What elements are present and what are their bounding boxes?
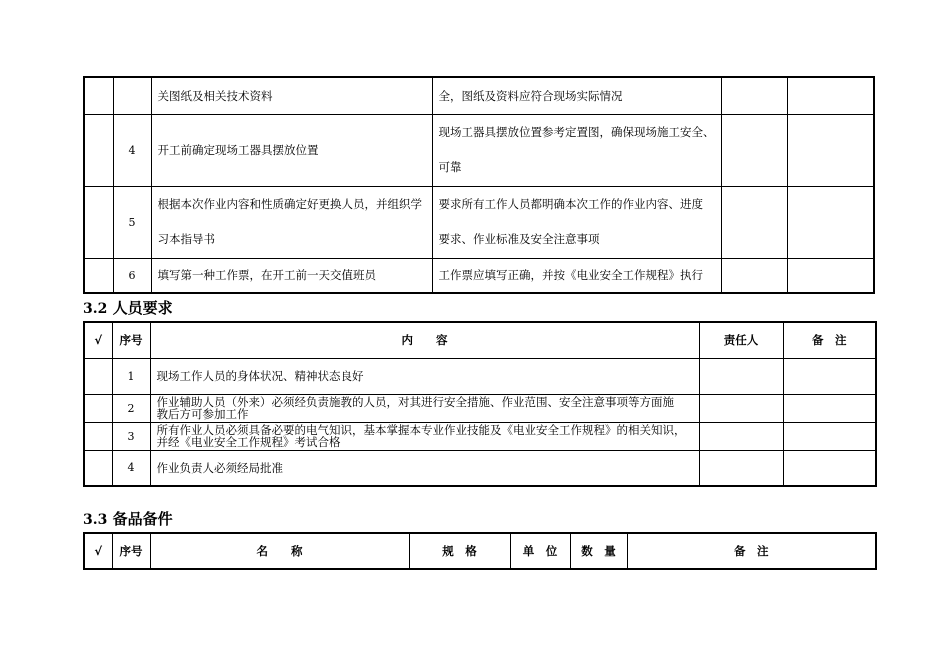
standard-line: 可靠 — [438, 160, 462, 174]
content-cell — [150, 394, 699, 422]
header-row — [84, 322, 876, 358]
section-heading — [83, 297, 173, 318]
table-row — [84, 258, 874, 293]
content-cell: 现场工作人员的身体状况、精神状态良好 — [150, 358, 699, 394]
row-number: 4 — [113, 114, 151, 186]
standard-line: 要求所有工作人员都明确本次工作的作业内容、进度 — [438, 197, 703, 211]
content-line: 并经《电业安全工作规程》考试合格 — [156, 435, 341, 449]
empty-cell — [699, 358, 783, 394]
check-cell — [84, 358, 112, 394]
check-cell — [84, 450, 112, 486]
empty-cell — [721, 258, 787, 293]
check-cell — [84, 114, 113, 186]
standard-cell — [432, 114, 721, 186]
check-cell — [84, 186, 113, 258]
number-header: 序号 — [112, 322, 150, 358]
row-number: 6 — [113, 258, 151, 293]
content-line: 作业辅助人员（外来）必须经负责施教的人员，对其进行安全措施、作业范围、安全注意事项等方面施 — [156, 395, 674, 409]
table-row — [84, 358, 876, 394]
row-number: 1 — [112, 358, 150, 394]
responsible-header: 责任人 — [699, 322, 783, 358]
row-number: 3 — [112, 422, 150, 450]
standard-cell — [432, 186, 721, 258]
content-cell: 作业负责人必须经局批准 — [150, 450, 699, 486]
section-number: 3.3 — [83, 512, 108, 528]
table-row — [84, 422, 876, 450]
check-cell — [84, 394, 112, 422]
row-number: 2 — [112, 394, 150, 422]
check-header: √ — [84, 322, 112, 358]
remark-header: 备 注 — [627, 533, 876, 569]
table-row — [84, 394, 876, 422]
check-cell — [84, 422, 112, 450]
empty-cell — [699, 450, 783, 486]
standard-line: 要求、作业标准及安全注意事项 — [438, 232, 600, 246]
empty-cell — [787, 114, 874, 186]
content-line: 教后方可参加工作 — [156, 407, 249, 421]
row-number: 5 — [113, 186, 151, 258]
content-cell — [151, 186, 432, 258]
standard-cell: 全，图纸及资料应符合现场实际情况 — [432, 77, 721, 114]
empty-cell — [787, 186, 874, 258]
empty-cell — [783, 394, 876, 422]
content-header: 内 容 — [150, 322, 699, 358]
content-cell — [150, 422, 699, 450]
empty-cell — [787, 77, 874, 114]
empty-cell — [699, 394, 783, 422]
quantity-header: 数 量 — [570, 533, 627, 569]
empty-cell — [699, 422, 783, 450]
name-header: 名 称 — [150, 533, 409, 569]
spec-header: 规 格 — [409, 533, 510, 569]
personnel-requirements-table — [83, 321, 877, 487]
section-title: 备品备件 — [112, 510, 173, 528]
content-cell: 开工前确定现场工器具摆放位置 — [151, 114, 432, 186]
table-row — [84, 450, 876, 486]
empty-cell — [783, 358, 876, 394]
content-line: 习本指导书 — [157, 232, 215, 246]
content-line: 所有作业人员必须具备必要的电气知识，基本掌握本专业作业技能及《电业安全工作规程》的相关知识， — [156, 423, 686, 437]
empty-cell — [783, 422, 876, 450]
header-row — [84, 533, 876, 569]
row-number: 4 — [112, 450, 150, 486]
empty-cell — [721, 77, 787, 114]
content-cell: 关图纸及相关技术资料 — [151, 77, 432, 114]
empty-cell — [783, 450, 876, 486]
empty-cell — [721, 114, 787, 186]
number-header: 序号 — [112, 533, 150, 569]
spare-parts-table — [83, 532, 877, 570]
table-row — [84, 77, 874, 114]
check-cell — [84, 258, 113, 293]
table-row — [84, 114, 874, 186]
section-number: 3.2 — [83, 301, 108, 317]
section-heading — [83, 508, 173, 529]
table-row — [84, 186, 874, 258]
unit-header: 单 位 — [510, 533, 570, 569]
check-cell — [84, 77, 113, 114]
empty-cell — [787, 258, 874, 293]
standard-cell: 工作票应填写正确，并按《电业安全工作规程》执行 — [432, 258, 721, 293]
empty-cell — [721, 186, 787, 258]
check-header: √ — [84, 533, 112, 569]
work-prep-table — [83, 76, 875, 294]
content-line: 根据本次作业内容和性质确定好更换人员，并组织学 — [157, 197, 422, 211]
standard-line: 现场工器具摆放位置参考定置图，确保现场施工安全、 — [438, 125, 715, 139]
remark-header: 备 注 — [783, 322, 876, 358]
section-title: 人员要求 — [112, 299, 173, 317]
row-number — [113, 77, 151, 114]
content-cell: 填写第一种工作票，在开工前一天交值班员 — [151, 258, 432, 293]
